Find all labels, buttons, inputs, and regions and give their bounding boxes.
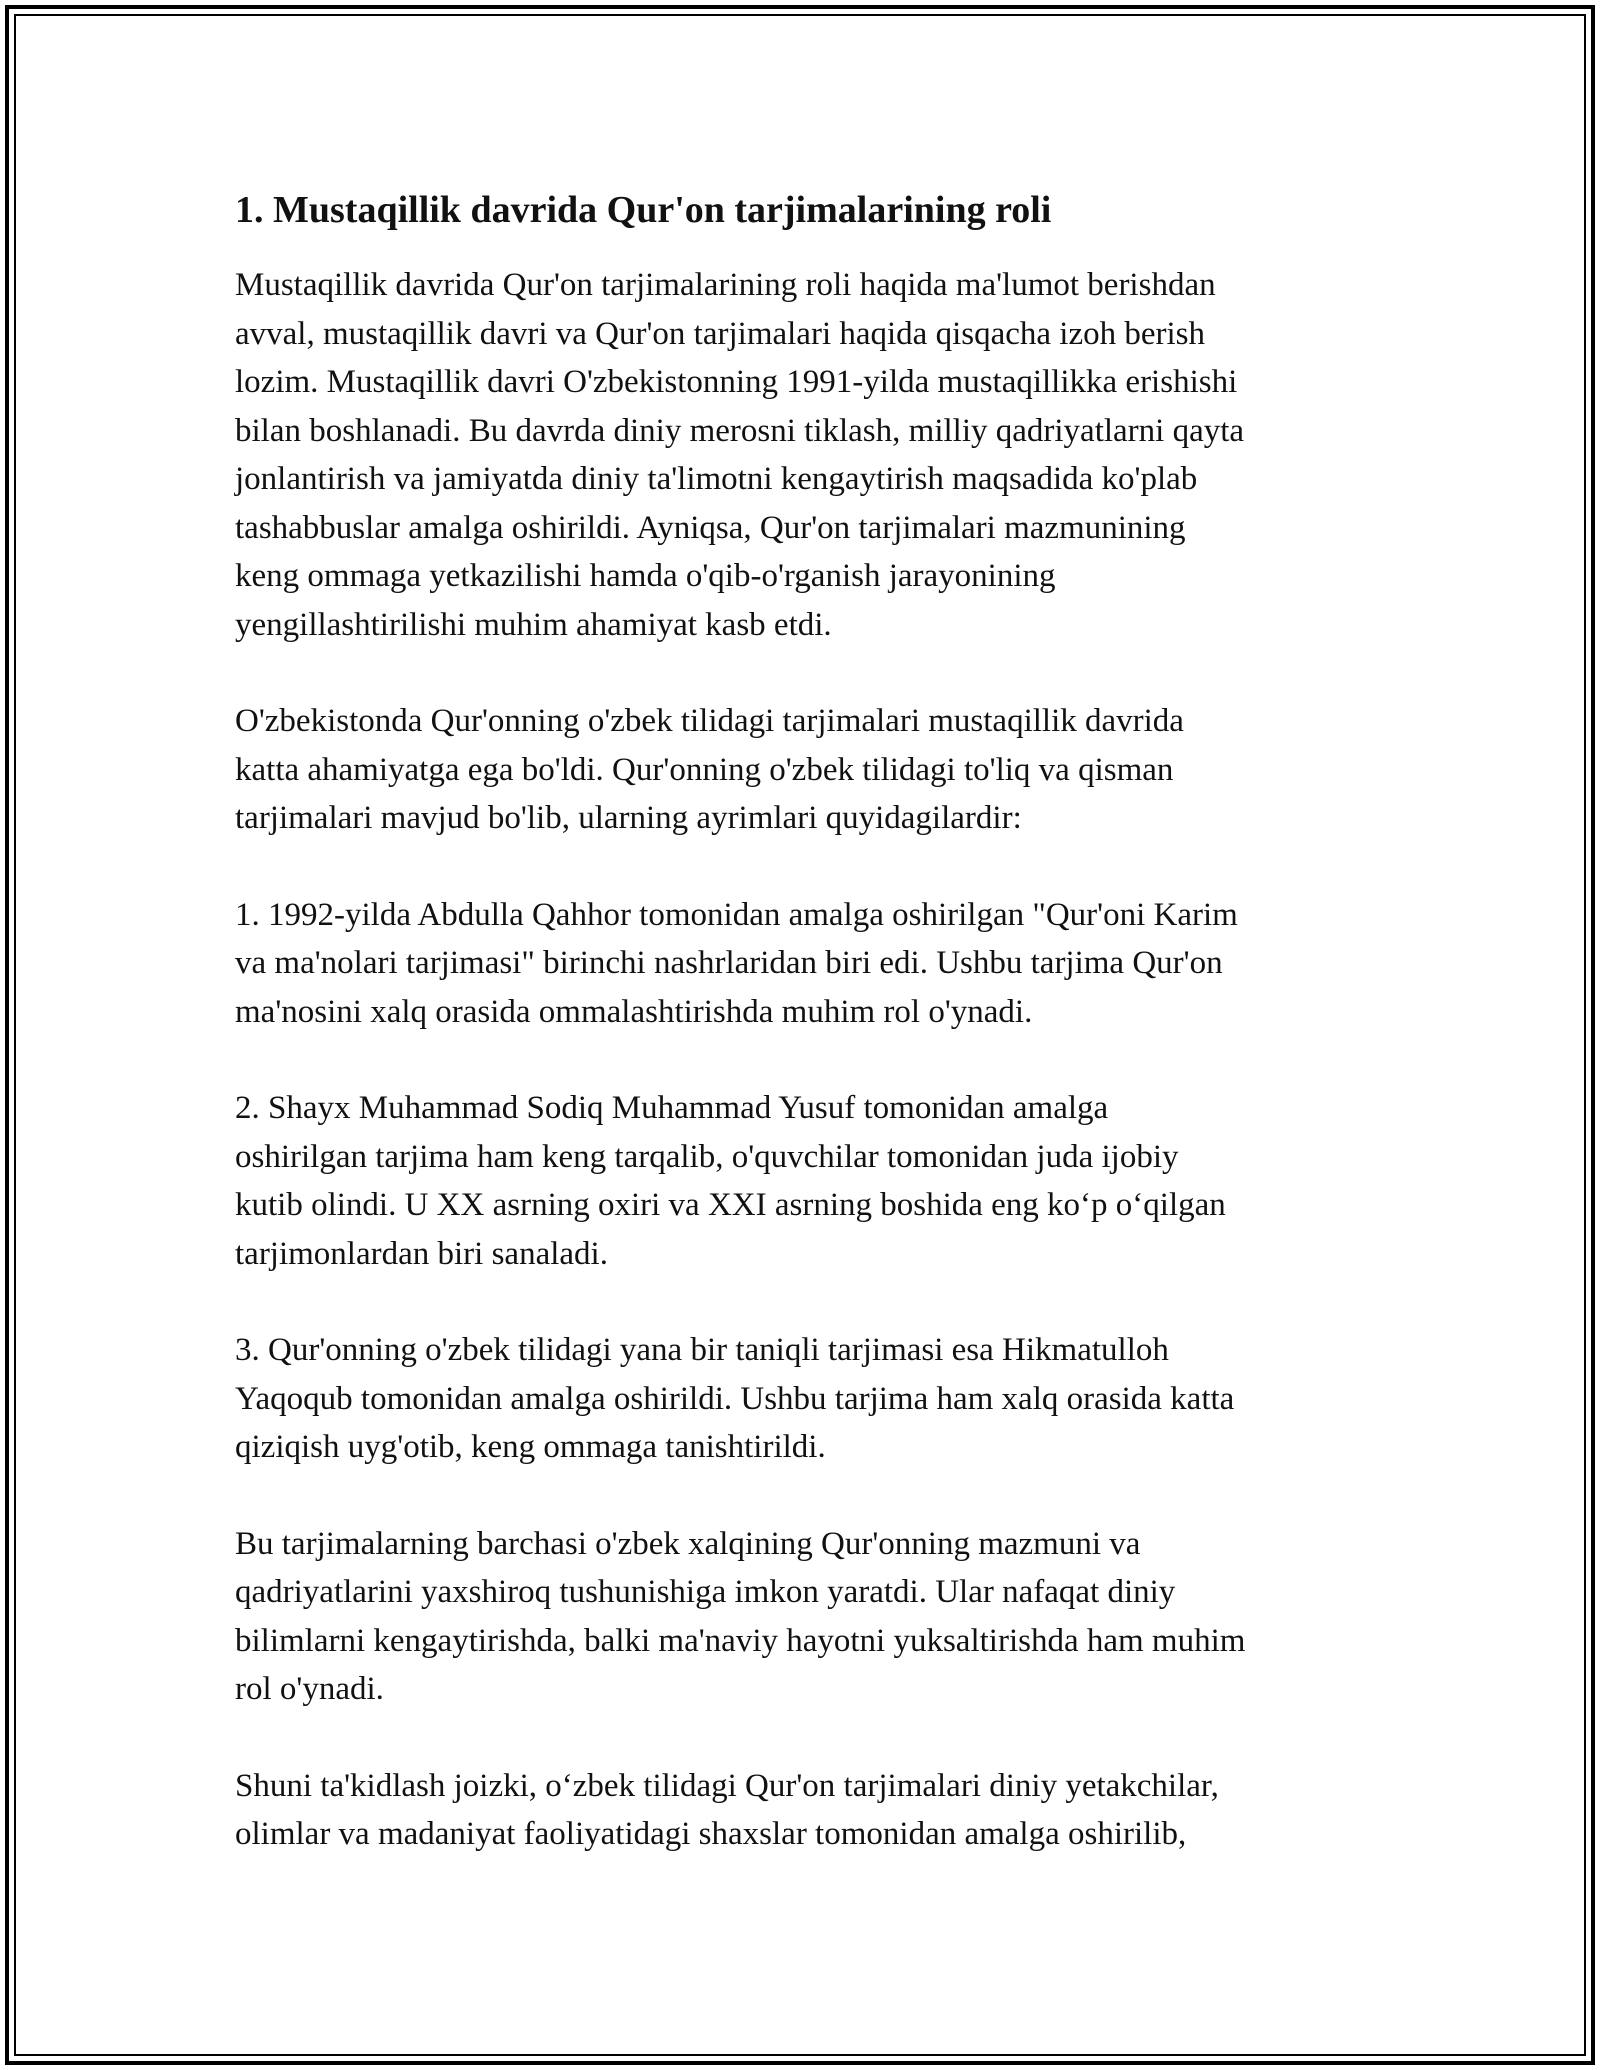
text-line: 3. Qur'onning o'zbek tilidagi yana bir taniqli tarjimasi esa Hikmatulloh (235, 1332, 1169, 1368)
text-line: olimlar va madaniyat faoliyatidagi shaxslar tomonidan amalga oshirilib, (235, 1816, 1187, 1852)
paragraph-translations-overview (235, 697, 1370, 843)
section-heading: 1. Mustaqillik davrida Qur'on tarjimalarining roli (235, 189, 1052, 231)
text-line: yengillashtirilishi muhim ahamiyat kasb etdi. (235, 606, 832, 643)
text-line: lozim. Mustaqillik davri O'zbekistonning 1991-yilda mustaqillikka erishishi (235, 364, 1238, 400)
text-line: 1. 1992-yilda Abdulla Qahhor tomonidan amalga oshirilgan "Qur'oni Karim (235, 896, 1238, 933)
text-line: ma'nosini xalq orasida ommalashtirishda muhim rol o'ynadi. (235, 993, 1033, 1030)
text-line: qiziqish uyg'otib, keng ommaga tanishtirildi. (235, 1429, 826, 1465)
paragraph-intro (235, 261, 1370, 649)
text-line: oshirilgan tarjima ham keng tarqalib, o'quvchilar tomonidan juda ijobiy (235, 1138, 1179, 1175)
text-line: avval, mustaqillik davri va Qur'on tarjimalari haqida qisqacha izoh berish (235, 315, 1205, 352)
list-item-3 (235, 1326, 1370, 1472)
text-line: va ma'nolari tarjimasi" birinchi nashrlaridan biri edi. Ushbu tarjima Qur'on (235, 945, 1223, 981)
text-line: kutib olindi. U XX asrning oxiri va XXI asrning boshida eng ko‘p o‘qilgan (235, 1187, 1226, 1223)
text-line: Bu tarjimalarning barchasi o'zbek xalqining Qur'onning mazmuni va (235, 1525, 1141, 1562)
paragraph-summary (235, 1520, 1370, 1714)
text-line: bilan boshlanadi. Bu davrda diniy merosni tiklash, milliy qadriyatlarni qayta (235, 412, 1245, 449)
text-line: rol o'ynadi. (235, 1671, 384, 1707)
text-line: Mustaqillik davrida Qur'on tarjimalarining roli haqida ma'lumot berishdan (235, 267, 1216, 303)
text-line: bilimlarni kengaytirishda, balki ma'naviy hayotni yuksaltirishda ham muhim (235, 1622, 1246, 1659)
text-line: jonlantirish va jamiyatda diniy ta'limotni kengaytirish maqsadida ko'plab (235, 461, 1198, 497)
list-item-2 (235, 1084, 1370, 1278)
list-item-1 (235, 891, 1370, 1037)
text-line: tarjimonlardan biri sanaladi. (235, 1235, 608, 1272)
document-body (235, 185, 1370, 1907)
text-line: qadriyatlarini yaxshiroq tushunishiga imkon yaratdi. Ular nafaqat diniy (235, 1574, 1176, 1610)
text-line: katta ahamiyatga ega bo'ldi. Qur'onning o'zbek tilidagi to'liq va qisman (235, 751, 1174, 788)
text-line: Yaqoqub tomonidan amalga oshirildi. Ushbu tarjima ham xalq orasida katta (235, 1380, 1235, 1417)
text-line: Shuni ta'kidlash joizki, o‘zbek tilidagi Qur'on tarjimalari diniy yetakchilar, (235, 1767, 1219, 1804)
text-line: tashabbuslar amalga oshirildi. Ayniqsa, Qur'on tarjimalari mazmunining (235, 509, 1186, 546)
text-line: O'zbekistonda Qur'onning o'zbek tilidagi tarjimalari mustaqillik davrida (235, 703, 1184, 739)
paragraph-conclusion (235, 1762, 1370, 1859)
text-line: tarjimalari mavjud bo'lib, ularning ayrimlari quyidagilardir: (235, 800, 1022, 836)
text-line: keng ommaga yetkazilishi hamda o'qib-o'rganish jarayonining (235, 558, 1056, 594)
text-line: 2. Shayx Muhammad Sodiq Muhammad Yusuf tomonidan amalga (235, 1090, 1109, 1126)
